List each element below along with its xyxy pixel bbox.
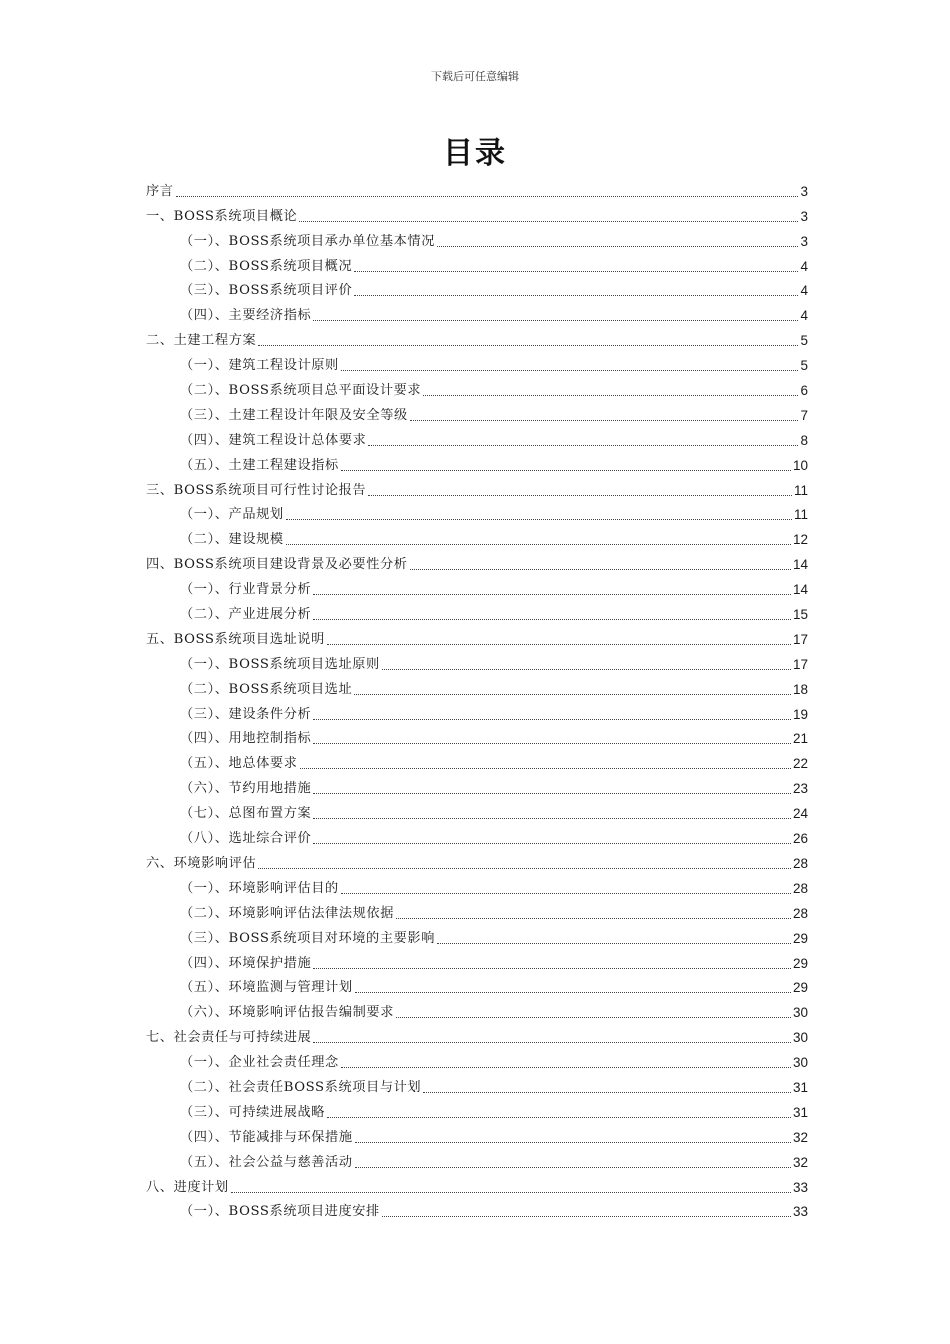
- toc-entry[interactable]: [146, 1021, 808, 1046]
- toc-page-number: 24: [792, 806, 808, 822]
- toc-entry-label: 四、BOSS系统项目建设背景及必要性分析: [146, 557, 408, 573]
- toc-page-number: 8: [800, 432, 808, 448]
- toc-page-number: 26: [792, 831, 808, 847]
- toc-page-number: 31: [792, 1104, 808, 1120]
- toc-entry-label: 七、社会责任与可持续进展: [146, 1030, 312, 1046]
- toc-dot-leader: [410, 420, 799, 421]
- toc-dot-leader: [327, 1117, 791, 1118]
- toc-dot-leader: [437, 943, 791, 944]
- toc-entry-label: （一）、产品规划: [180, 507, 284, 523]
- toc-entry[interactable]: [146, 399, 808, 424]
- toc-dot-leader: [313, 818, 791, 819]
- toc-dot-leader: [286, 544, 791, 545]
- toc-dot-leader: [354, 271, 798, 272]
- toc-entry[interactable]: [146, 996, 808, 1021]
- toc-dot-leader: [396, 1017, 791, 1018]
- toc-entry-label: （六）、环境影响评估报告编制要求: [180, 1005, 394, 1021]
- toc-dot-leader: [258, 868, 791, 869]
- toc-entry-label: （一）、BOSS系统项目承办单位基本情况: [180, 233, 435, 249]
- toc-entry[interactable]: [146, 523, 808, 548]
- toc-entry-label: （五）、社会公益与慈善活动: [180, 1154, 353, 1170]
- toc-entry[interactable]: [146, 897, 808, 922]
- toc-dot-leader: [341, 370, 799, 371]
- toc-page-number: 29: [792, 980, 808, 996]
- toc-title: 目录: [443, 136, 507, 171]
- toc-dot-leader: [313, 594, 791, 595]
- toc-entry[interactable]: [146, 175, 808, 200]
- toc-entry-label: 序言: [146, 183, 174, 199]
- toc-entry-label: （四）、用地控制指标: [180, 731, 312, 747]
- toc-entry-label: （一）、环境影响评估目的: [180, 880, 339, 896]
- toc-entry[interactable]: [146, 1046, 808, 1071]
- toc-entry-label: （四）、主要经济指标: [180, 308, 312, 324]
- toc-dot-leader: [382, 669, 791, 670]
- toc-page-number: 10: [792, 457, 808, 473]
- toc-entry[interactable]: [146, 299, 808, 324]
- toc-entry-label: （四）、环境保护措施: [180, 955, 312, 971]
- toc-dot-leader: [396, 918, 791, 919]
- toc-dot-leader: [327, 644, 791, 645]
- toc-entry-label: 六、环境影响评估: [146, 855, 257, 871]
- page-header-note: 下载后可任意编辑: [431, 70, 519, 83]
- toc-page-number: 32: [792, 1154, 808, 1170]
- toc-dot-leader: [313, 968, 791, 969]
- toc-entry-label: （一）、BOSS系统项目进度安排: [180, 1204, 380, 1220]
- toc-page-number: 3: [800, 233, 808, 249]
- toc-entry-label: （七）、总图布置方案: [180, 806, 312, 822]
- toc-dot-leader: [286, 519, 792, 520]
- toc-page-number: 14: [792, 557, 808, 573]
- toc-page-number: 31: [792, 1079, 808, 1095]
- toc-page-number: 5: [800, 358, 808, 374]
- toc-page-number: 30: [792, 1055, 808, 1071]
- toc-dot-leader: [313, 719, 791, 720]
- toc-entry-label: （五）、土建工程建设指标: [180, 457, 339, 473]
- toc-entry-label: （二）、BOSS系统项目概况: [180, 258, 353, 274]
- toc-entry-label: （一）、企业社会责任理念: [180, 1055, 339, 1071]
- toc-page-number: 14: [792, 582, 808, 598]
- toc-entry-label: （三）、可持续进展战略: [180, 1104, 326, 1120]
- toc-entry-label: （三）、建设条件分析: [180, 706, 312, 722]
- toc-dot-leader: [355, 992, 791, 993]
- toc-page-number: 11: [793, 507, 808, 523]
- toc-page-number: 23: [792, 781, 808, 797]
- toc-entry-label: 五、BOSS系统项目选址说明: [146, 631, 325, 647]
- toc-entry-label: （三）、土建工程设计年限及安全等级: [180, 407, 408, 423]
- toc-page-number: 33: [792, 1204, 808, 1220]
- toc-dot-leader: [382, 1216, 791, 1217]
- toc-entry[interactable]: [146, 200, 808, 225]
- toc-entry-label: （一）、建筑工程设计原则: [180, 358, 339, 374]
- toc-entry[interactable]: [146, 1071, 808, 1096]
- toc-entry[interactable]: [146, 1121, 808, 1146]
- toc-dot-leader: [231, 1192, 791, 1193]
- toc-entry[interactable]: [146, 797, 808, 822]
- toc-dot-leader: [354, 295, 798, 296]
- toc-entry[interactable]: [146, 598, 808, 623]
- toc-page-number: 29: [792, 955, 808, 971]
- toc-entry-label: （二）、产业进展分析: [180, 607, 312, 623]
- toc-dot-leader: [313, 1042, 791, 1043]
- toc-dot-leader: [355, 1142, 791, 1143]
- toc-entry-label: （二）、BOSS系统项目总平面设计要求: [180, 383, 422, 399]
- toc-dot-leader: [313, 843, 791, 844]
- toc-entry-label: （二）、社会责任BOSS系统项目与计划: [180, 1079, 422, 1095]
- toc-dot-leader: [313, 619, 791, 620]
- toc-entry[interactable]: [146, 474, 808, 499]
- toc-entry[interactable]: [146, 648, 808, 673]
- toc-entry[interactable]: [146, 499, 808, 524]
- toc-entry[interactable]: [146, 947, 808, 972]
- toc-entry[interactable]: [146, 822, 808, 847]
- toc-dot-leader: [410, 569, 791, 570]
- toc-entry-label: （三）、BOSS系统项目评价: [180, 283, 353, 299]
- toc-page-number: 17: [792, 656, 808, 672]
- toc-entry-label: （二）、BOSS系统项目选址: [180, 681, 353, 697]
- toc-entry[interactable]: [146, 698, 808, 723]
- toc-page-number: 29: [792, 930, 808, 946]
- toc-entry[interactable]: [146, 922, 808, 947]
- toc-page-number: 19: [792, 706, 808, 722]
- toc-page-number: 22: [792, 756, 808, 772]
- toc-dot-leader: [368, 495, 792, 496]
- toc-page-number: 15: [792, 607, 808, 623]
- toc-entry-label: （四）、节能减排与环保措施: [180, 1129, 353, 1145]
- toc-page-number: 3: [800, 208, 808, 224]
- toc-entry-label: 二、土建工程方案: [146, 333, 257, 349]
- toc-entry[interactable]: [146, 673, 808, 698]
- toc-page-number: 28: [792, 905, 808, 921]
- toc-entry[interactable]: [146, 225, 808, 250]
- toc-page-number: 4: [800, 258, 808, 274]
- toc-entry-label: （二）、环境影响评估法律法规依据: [180, 905, 394, 921]
- toc-entry[interactable]: [146, 1171, 808, 1196]
- toc-dot-leader: [341, 470, 791, 471]
- toc-page-number: 11: [793, 482, 808, 498]
- toc-dot-leader: [423, 395, 798, 396]
- toc-entry[interactable]: [146, 449, 808, 474]
- toc-entry[interactable]: [146, 324, 808, 349]
- toc-entry[interactable]: [146, 349, 808, 374]
- toc-page-number: 18: [792, 681, 808, 697]
- toc-entry[interactable]: [146, 1196, 808, 1221]
- toc-entry[interactable]: [146, 623, 808, 648]
- toc-entry-label: 三、BOSS系统项目可行性讨论报告: [146, 482, 367, 498]
- toc-entry[interactable]: [146, 1096, 808, 1121]
- toc-page-number: 28: [792, 880, 808, 896]
- toc-dot-leader: [176, 196, 799, 197]
- toc-page-number: 5: [800, 333, 808, 349]
- toc-entry-label: （三）、BOSS系统项目对环境的主要影响: [180, 930, 435, 946]
- toc-page-number: 30: [792, 1030, 808, 1046]
- toc-page-number: 4: [800, 283, 808, 299]
- toc-page-number: 28: [792, 855, 808, 871]
- toc-entry[interactable]: [146, 424, 808, 449]
- toc-entry[interactable]: [146, 548, 808, 573]
- toc-entry[interactable]: [146, 573, 808, 598]
- toc-entry[interactable]: [146, 772, 808, 797]
- toc-page-number: 6: [800, 383, 808, 399]
- toc-dot-leader: [341, 1067, 791, 1068]
- toc-entry-label: （五）、环境监测与管理计划: [180, 980, 353, 996]
- toc-page-number: 30: [792, 1005, 808, 1021]
- toc-dot-leader: [423, 1092, 791, 1093]
- toc-entry[interactable]: [146, 374, 808, 399]
- toc-dot-leader: [300, 768, 791, 769]
- toc-page-number: 4: [800, 308, 808, 324]
- toc-entry-label: （五）、地总体要求: [180, 756, 298, 772]
- toc-entry[interactable]: [146, 723, 808, 748]
- toc-entry-label: （一）、行业背景分析: [180, 582, 312, 598]
- toc-entry[interactable]: [146, 250, 808, 275]
- toc-page-number: 32: [792, 1129, 808, 1145]
- toc-entry-label: （六）、节约用地措施: [180, 781, 312, 797]
- toc-entry-label: 一、BOSS系统项目概论: [146, 208, 298, 224]
- toc-entry[interactable]: [146, 972, 808, 997]
- toc-entry-label: （二）、建设规模: [180, 532, 284, 548]
- toc-page-number: 21: [792, 731, 808, 747]
- toc-page-number: 3: [800, 183, 808, 199]
- toc-entry-label: （四）、建筑工程设计总体要求: [180, 432, 367, 448]
- toc-dot-leader: [313, 320, 798, 321]
- toc-page-number: 17: [792, 631, 808, 647]
- toc-entry[interactable]: [146, 872, 808, 897]
- toc-page-number: 12: [792, 532, 808, 548]
- toc-dot-leader: [313, 743, 791, 744]
- table-of-contents: [146, 175, 808, 1220]
- toc-dot-leader: [313, 793, 791, 794]
- toc-entry[interactable]: [146, 847, 808, 872]
- toc-dot-leader: [355, 1167, 791, 1168]
- toc-page-number: 33: [792, 1179, 808, 1195]
- toc-dot-leader: [341, 893, 791, 894]
- toc-dot-leader: [368, 445, 798, 446]
- toc-entry-label: （一）、BOSS系统项目选址原则: [180, 656, 380, 672]
- toc-entry-label: 八、进度计划: [146, 1179, 229, 1195]
- toc-entry[interactable]: [146, 1146, 808, 1171]
- toc-dot-leader: [354, 694, 791, 695]
- toc-dot-leader: [258, 345, 798, 346]
- toc-dot-leader: [299, 221, 798, 222]
- toc-entry-label: （八）、选址综合评价: [180, 831, 312, 847]
- toc-entry[interactable]: [146, 747, 808, 772]
- toc-page-number: 7: [800, 407, 808, 423]
- toc-dot-leader: [437, 246, 799, 247]
- toc-entry[interactable]: [146, 275, 808, 300]
